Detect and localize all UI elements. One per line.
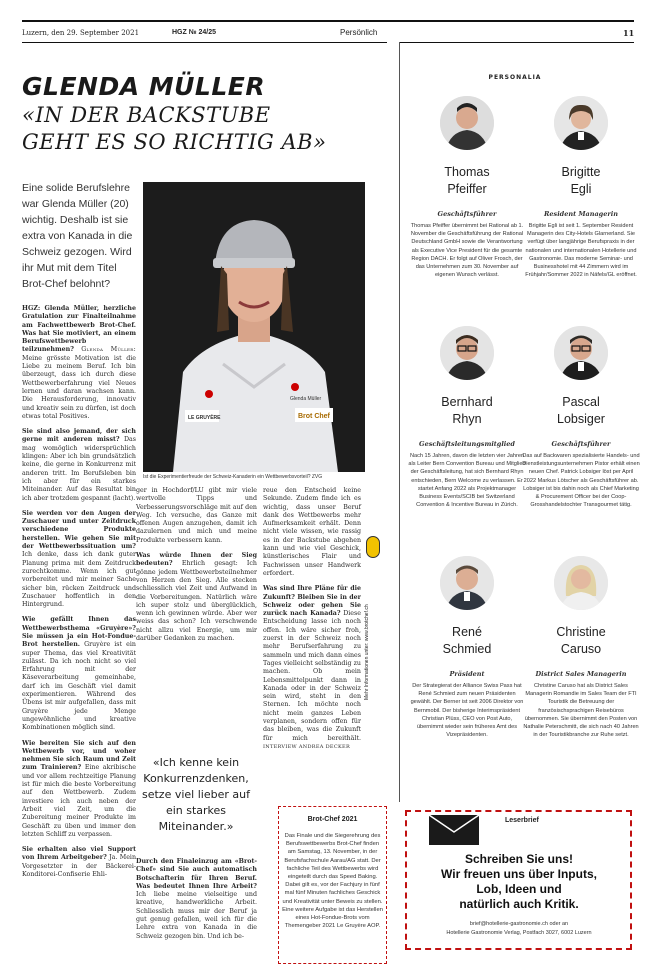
letter-headline: Schreiben Sie uns! Wir freuen uns über Inputs, Lob, Ideen und natürlich auch Kritik. [441, 852, 597, 911]
answer: Das mag womöglich widersprüchlich klingen: Aber ich bin grundsätzlich keine, die gerne in Konkurrenz mit anderen tritt. Im Berufsleben bin ich aber für ein starkes Miteinander. Auf das Resultat bin ich aber trotzdem gespannt (lacht). [22, 436, 136, 502]
article-column-2b [136, 858, 257, 948]
person-name: René Schmied [442, 625, 492, 656]
column-divider [399, 42, 400, 802]
person-role: District Sales Managerin [535, 670, 627, 678]
person-text: Das auf Backwaren spezialisierte Handels- und Dienstleistungsunternehmen Pistor erhält einen neuen Chef. Patrick Lobsiger löst per April 2022 Markus Lötscher als Geschäftsführer ab. Lobsiger ist bis dahin noch als Chief Marketing & Procurement Officer bei der Coop-Grosshandelstochter Transgourmet tätig. [522, 453, 640, 509]
answer: Ich denke, dass ich dank guter Planung prima mit dem Zeitdruck zurechtkomme. Wenn ich gut vorbereitet und mir meiner Sache sicher bin, rücken Zeitdruck und Zuschauer hoffentlich in den Hintergrund. [22, 551, 136, 609]
pull-quote: «Ich kenne kein Konkurrenzdenken, setze viel lieber auf ein starkes Miteinander.» [142, 756, 250, 833]
info-box-body: Das Finale und die Siegerehrung des Berufswettbewerbs Brot-Chef finden am Samstag, 13. November, in der Berufsfachschule Aarau/AG statt. Der fachliche Teil des Wettbewerbs wird eingeteilt durch das Speed Baking. Dabei gilt es, vor der Fachjury in fünf mal fünf Minuten fachliches Geschick und Kreativität unter Beweis zu stellen. Eine weitere Aufgabe ist das Herstellen eines Hot-Fondue-Brots vom Themengeber 2021 Le Gruyère AOP. [282, 833, 383, 930]
person-text: Brigitte Egli ist seit 1. September Resident Managerin des City-Hotels Glarnerland. Sie verfügt über langjährige Berufspraxis in der nationalen und internationalen Hotellerie und Gastronomie. Das moderne Seminar- und Businesshotel mit 44 Zimmern wird im Frühjahr/Sommer 2022 in Näfels/GL eröffnet. [525, 223, 637, 279]
gruyere-logo: LE GRUYÈRE [188, 415, 221, 421]
portrait-photo [143, 182, 365, 472]
avatar [440, 326, 494, 380]
answer-label: Glenda Müller: [81, 346, 136, 354]
page-number: 11 [623, 28, 635, 38]
question: HGZ: Glenda Müller, herzliche Gratulation zur Finalteilnahme am Fachwettbewerb Brot-Chef. Was hat Sie motiviert, an einem Berufswettbewerb teilzunehmen? [22, 305, 136, 354]
headline-line-1: «IN DER BACKSTUBE [22, 103, 271, 127]
section-label: Persönlich [340, 28, 378, 37]
more-info-link[interactable]: Mehr Informationen unter: www.brotchef.ch [364, 604, 370, 700]
avatar [554, 96, 608, 150]
answer: Meine grösste Motivation ist die Liebe zu meinem Beruf. Ich bin überzeugt, dass ich durch diese Wettbewerberfahrung viel Neues lernen und daran wachsen kann. Die Herausforderung, innovativ und kreativ sein zu dürfen, ist doch etwas total Positives. [22, 354, 136, 420]
person-name: Bernhard Rhyn [441, 395, 493, 426]
article-name: GLENDA MÜLLER [22, 72, 266, 101]
question: Was würde Ihnen der Sieg bedeuten? [136, 552, 257, 568]
answer: Eine akribische und vor allem rechtzeitige Planung ist für mich die beste Vorbereitung auf den Wettbewerb. Zudem investiere ich auch neben der Arbeit viel Zeit, um die Zubereitung meiner Produkte im Geschäft zu üben und immer den letzten Schliff zu verpassen. [22, 764, 136, 838]
top-rule [22, 20, 634, 22]
question: Sie werden vor den Augen der Zuschauer und unter Zeitdruck verschiedene Produkte herstellen. Wie gehen Sie mit der Wettbewerbssituation um? [22, 509, 136, 551]
person-role: Resident Managerin [544, 210, 618, 218]
person-text: Der Strategierat der Alliance Swiss Pass hat René Schmied zum neuen Präsidenten gewählt. Der Berner ist seit 2006 Direktor von Bernmobil. Der bisherige Interimspräsident Christian Plüss, CEO von Post Auto, übernimmt wieder sein früheres Amt des Vizepräsidenten. [410, 683, 524, 739]
letter-contact: brief@hotellerie-gastronomie.ch oder an Hotellerie Gastronomie Verlag, Postfach 3027, 6002 Luzern [410, 920, 628, 938]
avatar [554, 326, 608, 380]
person-text: Thomas Pfeiffer übernimmt bei Rational ab 1. November die Geschäftsführung der Rational Deutschland GmbH sowie die Verantwortung als Executive Vice President für die gesamte Region DACH. Er folgt auf Oliver Frosch, der das Unternehmen zum 30. November auf eigenen Wunsch verlässt. [410, 223, 524, 279]
letter-email[interactable]: brief@hotellerie-gastronomie.ch oder an [469, 921, 569, 927]
answer: reue den Entscheid keine Sekunde. Zudem finde ich es wichtig, dass unser Beruf dank des Wettbewerbs mehr Aufmerksamkeit erhält. Denn nicht viele wissen, wie rassig es in der Backstube abgehen kann und wie viel Geschick, künstlerisches Flair und Fachwissen unser Handwerk erfordert. [263, 487, 361, 577]
answer: Gruyère ist ein super Thema, das viel Kreativität zulässt. Da ich noch nicht so viel Erfahrung mit der Käseverarbeitung gemeinhabe, darf ich im Geschäft viel damit experimentieren. Während des Übens ist mir aufgefallen, dass mit Gruyère jede Menge ungewöhnliche und kreative Kombinationen möglich sind. [22, 641, 136, 732]
person-name: Thomas Pfeiffer [444, 165, 490, 196]
person-text: Christine Caruso hat als District Sales Managerin Romandie im Sales Team der FTI Touristik die Betreuung der französischsprachigen Reisebüros übernommen. Sie übernimmt den Posten von Nathalie Peterschmitt, die sich nach 40 Jahren in der Touristikbranche zur Ruhe setzt. [523, 683, 639, 739]
dateline: Luzern, den 29. September 2021 [22, 29, 140, 37]
photo-caption: Ist die Experimentierfreude der Schweiz-Kanaderin ein Wettbewerbsvorteil? ZVG [143, 474, 323, 480]
question: Sie erhalten also viel Support von Ihrem Arbeitgeber? [22, 846, 136, 862]
answer: ger in Hochdorf/LU gibt mir viele wertvolle Tipps und Verbesserungsvorschläge mit auf den Weg. Ich versuche, das Ganze mit offenen Augen anzugehen, damit ich dazulernen und mich und meine Produkte verbessern kann. [136, 487, 257, 544]
person-name: Brigitte Egli [561, 165, 601, 196]
issue-number: HGZ № 24/25 [172, 29, 216, 36]
answer: Ja. Mein Vorgesetzter in der Bäckerei-Konditorei-Confiserie Ehli- [22, 854, 136, 878]
question: Wie bereiten Sie sich auf den Wettbewerb vor, und woher nehmen Sie sich Raum und Zeit zum Trainieren? [22, 739, 136, 772]
envelope-icon [428, 814, 480, 846]
person-role: Präsident [449, 670, 485, 678]
person-role: Geschäftsleitungsmitglied [419, 440, 515, 448]
letter-tag: Leserbrief [505, 817, 539, 824]
answer: Diese Entscheidung lasse ich noch offen. Ich wäre sicher froh, zuerst in der Schweiz noch mehr Berufserfahrung zu sammeln und mich dann eines Tages vielleicht selbständig zu machen. Ob mein Lebensmittelpunkt dann in Kanada oder in der Schweiz sein wird, steht in den Sternen. Ich möchte noch nicht mein ganzes Leben verplanen, sondern offen für das bleiben, was die Zukunft für mich bereithält. [263, 610, 361, 742]
answer: Ich liebe meine vielseitige und kreative, handwerkliche Arbeit. Schliesslich muss mir der Beruf ja gut genug gefallen, weil ich für die Lehre extra von Kanada in die Schweiz gezogen bin. Und ich be- [136, 891, 257, 940]
question: Sie sind also jemand, der sich gerne mit anderen misst? [22, 428, 136, 444]
person-name: Pascal Lobsiger [557, 395, 605, 426]
person-role: Geschäftsführer [437, 210, 497, 218]
article-column-1 [22, 305, 136, 886]
article-column-3 [263, 487, 361, 758]
article-column-2 [136, 487, 257, 650]
personalia-title: PERSONALIA [488, 74, 542, 81]
answer: Ehrlich gesagt: Ich gönne jedem Wettbewerbsteilnehmer von Herzen den Sieg. Alle stecken schliesslich viel Zeit und Aufwand in die Vorbereitungen. Natürlich wäre ich super stolz und überglücklich, wenn ich gewinnen würde. Aber wer weiss das schon? Ich verschwende nicht allzu viel Energie, um mir darüber Gedanken zu machen. [136, 560, 257, 643]
question: Wie gefällt Ihnen das Wettbewerbsthema «Gruyère»? Sie müssen ja ein Hot-Fondue-Brot herstellen. [22, 616, 136, 649]
person-text: Nach 15 Jahren, davon die letzten vier Jahren als Leiter Bern Convention Bureau und Mitglied der Geschäftsleitung, hat sich Bernhard Rhyn entschieden, Bern Welcome zu verlassen. Er startet Anfang 2022 als Projektmanager Business Events/SCIB bei Switzerland Convention & Incentive Bureau in Zürich. [408, 453, 526, 509]
apron-name: Glenda Müller [290, 396, 322, 402]
question: Was sind Ihre Pläne für die Zukunft? Bleiben Sie in der Schweiz oder gehen Sie zurück nach Kanada? [263, 585, 361, 618]
avatar [440, 556, 494, 610]
lead-paragraph: Eine solide Berufslehre war Glenda Müller (20) wichtig. Deshalb ist sie extra von Kanada in die Schweiz gezogen. Wird ihr Mut mit dem Titel Brot-Chef belohnt? [22, 182, 133, 290]
question: Durch den Finaleinzug am «Brot-Chef» sind Sie auch automatisch Botschafterin für Ihren Beruf. Was bedeutet Ihnen Ihre Arbeit? [136, 858, 257, 890]
header-rule-left [22, 42, 387, 43]
brotchef-logo: Brot Chef [298, 413, 330, 420]
avatar [554, 556, 608, 610]
headline-line-2: GEHT ES SO RICHTIG AB» [22, 130, 327, 154]
header-rule-right [400, 42, 634, 43]
person-role: Geschäftsführer [551, 440, 611, 448]
info-box-title: Brot-Chef 2021 [307, 816, 358, 823]
person-name: Christine Caruso [556, 625, 606, 656]
interview-credit: INTERVIEW ANDREA DECKER [263, 743, 351, 750]
avatar [440, 96, 494, 150]
mouse-icon [366, 536, 380, 558]
